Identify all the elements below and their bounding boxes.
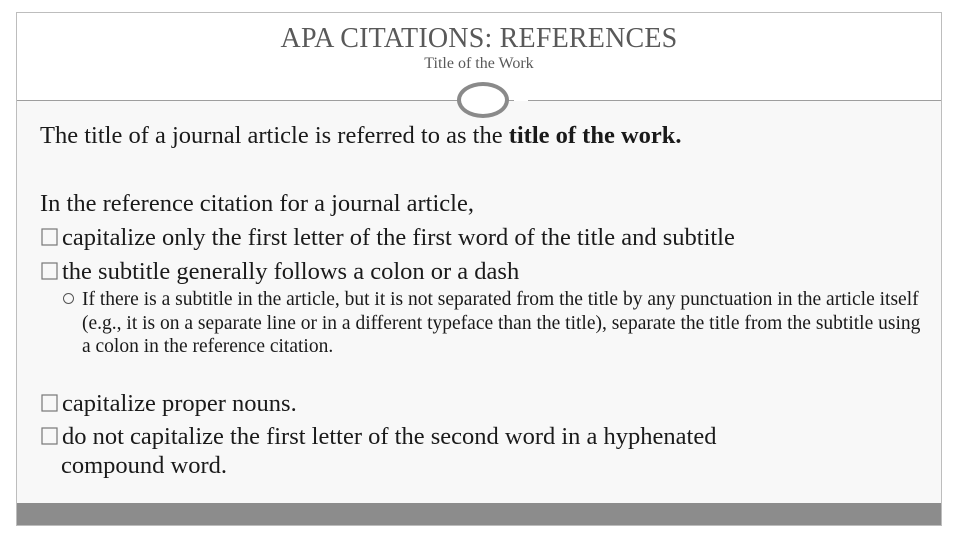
bullet-text: the subtitle generally follows a colon or a dash — [62, 258, 520, 285]
slide-title: APA CITATIONS: REFERENCES — [280, 23, 678, 54]
square-bullet-icon — [40, 260, 61, 282]
square-bullet-icon — [40, 226, 61, 248]
lead-line: In the reference citation for a journal article, — [40, 190, 474, 217]
bullet-item — [40, 258, 519, 286]
bullet-text: capitalize only the first letter of the first word of the title and subtitle — [62, 224, 735, 251]
bullet-continuation: compound word. — [61, 452, 228, 479]
bullet-text: capitalize proper nouns. — [62, 390, 297, 417]
intro-line — [40, 122, 682, 150]
square-bullet-icon — [40, 425, 61, 447]
square-bullet-icon — [40, 392, 61, 414]
slide — [16, 12, 942, 526]
divider-notch — [514, 99, 528, 101]
divider-circle-ornament — [457, 82, 509, 118]
slide-subtitle: Title of the Work — [424, 55, 534, 72]
bullet-text: do not capitalize the first letter of the second word in a hyphenated — [62, 423, 717, 450]
bullet-item — [40, 390, 297, 418]
footer-bar — [17, 503, 941, 525]
intro-text: The title of a journal article is referred to as the — [40, 122, 509, 149]
bullet-item — [40, 423, 716, 451]
circle-bullet-icon — [63, 293, 74, 304]
bullet-item — [40, 224, 735, 252]
sub-bullet-text: If there is a subtitle in the article, but it is not separated from the title by any punctuation in the article itself (e.g., it is on a separate line or in a different typeface than the title), separate the title from the subtitle using a colon in the reference citation. — [82, 289, 921, 357]
intro-bold-text: title of the work. — [508, 122, 682, 149]
